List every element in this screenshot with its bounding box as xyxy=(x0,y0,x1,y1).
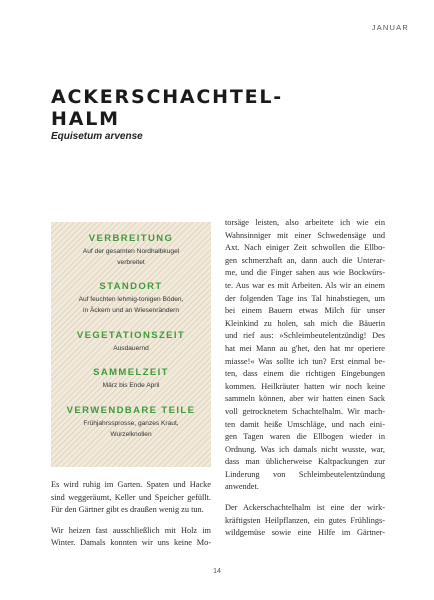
text-line: Winter. Damals konnten wir uns keine Mo- xyxy=(51,538,211,548)
paragraph xyxy=(51,525,211,550)
page-number: 14 xyxy=(213,568,221,575)
paragraph xyxy=(51,479,211,517)
page-title: ACKERSCHACHTEL- HALM xyxy=(51,86,283,130)
info-heading: VEGETATIONSZEIT xyxy=(76,330,186,341)
text-line: dass man üblicherweise Kaltpackungen zur xyxy=(225,457,385,467)
text-line: hat mei Mann au g'het, den hat mr operiere xyxy=(225,343,385,353)
body-text-left-column xyxy=(51,479,211,558)
paragraph xyxy=(225,502,385,540)
info-body: Auf der gesamten Nordhalbkugel verbreitet xyxy=(82,248,180,266)
text-line: bei einem Bauern etwas Milch für unser xyxy=(225,306,385,316)
text-line: ten damit heiße Umschläge, und nach eini- xyxy=(225,419,385,429)
plant-info-box xyxy=(51,222,211,467)
text-line: Kleinkind zu holen, sah mich die Bäuerin xyxy=(225,318,385,328)
info-heading: STANDORT xyxy=(99,281,163,292)
info-section-harvest xyxy=(51,367,211,392)
text-line: Linderung von Schleimbeutelentzündung xyxy=(225,469,385,479)
info-section-location xyxy=(51,281,211,316)
text-line: voll getrocknetem Schachtelhalm. Wir mach- xyxy=(225,406,385,416)
text-line: miasse!« Was sollte ich tun? Erst einmal be- xyxy=(225,356,385,366)
text-line: Der Ackerschachtelhalm ist eine der wirk- xyxy=(225,503,385,513)
text-line: wildgemüse sowie eine Hilfe im Gärtner- xyxy=(225,528,385,538)
info-body: Ausdauernd xyxy=(113,345,149,352)
info-body: März bis Ende April xyxy=(102,382,160,389)
text-line: der folgenden Tage ins Tal hinabstiegen, um xyxy=(225,293,385,303)
text-line: sammeln können, aber wir hatten einen Sack xyxy=(225,394,385,404)
text-line: ten, dass einem die richtigen Eingebungen xyxy=(225,369,385,379)
text-line: und rief aus: »Schleimbeutelentzündig! Des xyxy=(225,331,385,341)
info-body: Frühjahrssprosse, ganzes Kraut, Wurzelknollen xyxy=(83,420,179,438)
latin-name: Equisetum arvense xyxy=(51,131,143,142)
text-line: me, und die Finger sahen aus wie Bockwürs- xyxy=(225,268,385,278)
text-line: Axt. Nach einiger Zeit schwollen die Ellbo- xyxy=(225,243,385,253)
info-section-vegetation xyxy=(51,330,211,355)
text-line: gen schmerzhaft an, dann auch die Unterar- xyxy=(225,255,385,265)
text-line: kommen. Heilkräuter hatten wir noch keine xyxy=(225,381,385,391)
text-line: sind weggeräumt, Keller und Speicher gefüllt. xyxy=(51,492,211,502)
text-line: te. Aus war es mit Arbeiten. Als wir an einem xyxy=(225,280,385,290)
info-heading: VERWENDBARE TEILE xyxy=(66,405,196,416)
text-line: gen Tagen waren die Ellbogen wieder in xyxy=(225,432,385,442)
body-text-right-column xyxy=(225,217,385,548)
text-line: kräftigsten Heilpflanzen, ein gutes Frühlings- xyxy=(225,515,385,525)
info-heading: SAMMELZEIT xyxy=(93,367,169,378)
running-header-month: JANUAR xyxy=(371,23,409,32)
text-line: Es wird ruhig im Garten. Spaten und Hacke xyxy=(51,480,211,489)
info-section-distribution xyxy=(51,233,211,268)
text-line: anwendet. xyxy=(225,482,259,492)
info-section-usable-parts xyxy=(51,405,211,440)
info-body: Auf feuchten lehmig-tonigen Böden, in Äckern und an Wiesenrändern xyxy=(78,296,184,314)
text-line: Wahnsinniger mit einer Schwedensäge und xyxy=(225,230,385,240)
text-line: torsäge leisten, also arbeitete ich wie ein xyxy=(225,218,385,227)
text-line: Für den Gärtner gibt es draußen wenig zu tun. xyxy=(51,505,204,515)
paragraph xyxy=(225,217,385,494)
text-line: Ordnung. Was ich damals nicht wusste, war, xyxy=(225,444,385,454)
text-line: Wir heizen fast ausschließlich mit Holz im xyxy=(51,525,211,535)
info-heading: VERBREITUNG xyxy=(88,233,174,244)
